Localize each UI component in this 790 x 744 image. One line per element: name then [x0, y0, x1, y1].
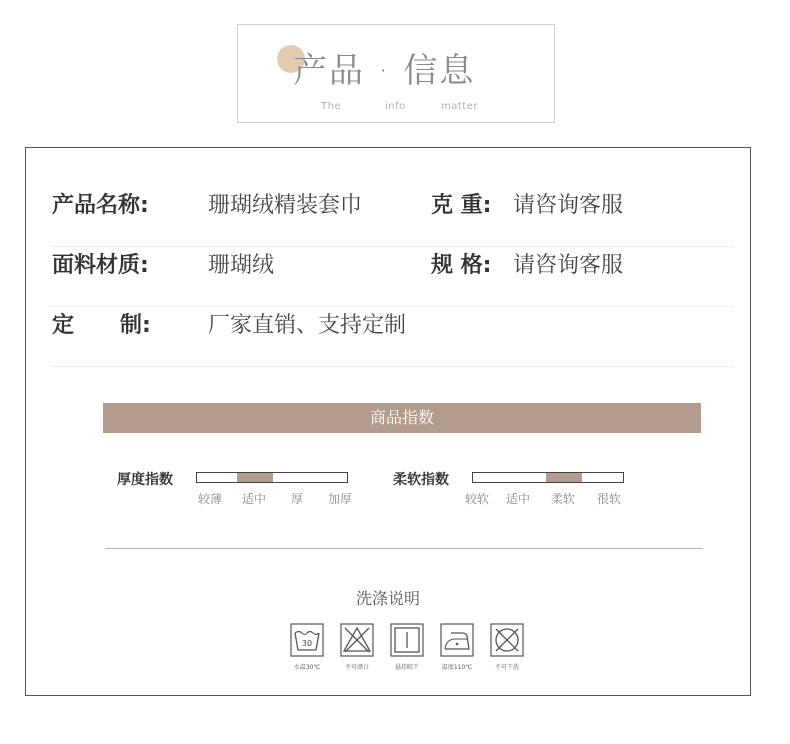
spec-row — [52, 188, 734, 247]
softness-tick: 柔软 — [551, 492, 576, 506]
section-divider — [105, 548, 703, 549]
spec-label-size: 规 格: — [431, 253, 492, 278]
hang-dry-caption: 悬挂晾干 — [394, 664, 419, 671]
thickness-index-label: 厚度指数 — [117, 472, 173, 488]
softness-scale-fill — [546, 473, 582, 482]
spec-value-size: 请咨询客服 — [513, 253, 624, 278]
softness-tick: 较软 — [465, 492, 490, 506]
hang-dry-icon — [390, 623, 424, 673]
section-header — [237, 24, 555, 123]
wash-30-icon — [290, 623, 324, 673]
no-bleach-icon — [340, 623, 374, 673]
spec-label-material: 面料材质: — [52, 253, 149, 278]
spec-row — [52, 248, 734, 307]
spec-row — [52, 308, 734, 367]
softness-tick: 适中 — [506, 492, 531, 506]
spec-label-name: 产品名称: — [52, 193, 149, 218]
svg-text:30: 30 — [301, 639, 313, 648]
thickness-tick: 适中 — [242, 492, 267, 506]
thickness-scale-fill — [237, 473, 273, 482]
spec-value-custom: 厂家直销、支持定制 — [208, 313, 407, 338]
no-dry-clean-icon — [490, 623, 524, 673]
no-bleach-caption: 不可漂白 — [344, 664, 369, 671]
wash-30-caption: 水温30℃ — [293, 664, 321, 671]
header-subtitle-matter: matter — [441, 101, 478, 112]
thickness-tick: 较薄 — [198, 492, 223, 506]
header-title: 产品 · 信息 — [293, 51, 476, 91]
header-subtitle-info: info — [385, 101, 406, 112]
no-dry-clean-caption: 不可干洗 — [494, 664, 519, 671]
thickness-scale — [196, 472, 348, 483]
spec-value-name: 珊瑚绒精装套巾 — [208, 193, 363, 218]
softness-scale — [472, 472, 624, 483]
spec-value-material: 珊瑚绒 — [208, 253, 275, 278]
spec-label-custom: 定 制: — [52, 313, 151, 338]
spec-label-weight: 克 重: — [431, 193, 492, 218]
wash-instructions-title: 洗涤说明 — [355, 589, 420, 608]
iron-110-icon — [440, 623, 474, 673]
softness-index-label: 柔软指数 — [393, 472, 449, 488]
header-subtitle-the: The — [321, 101, 342, 112]
index-section-title: 商品指数 — [103, 403, 701, 433]
thickness-tick: 加厚 — [328, 492, 353, 506]
thickness-tick: 厚 — [291, 492, 304, 506]
iron-110-caption: 温度110℃ — [441, 664, 473, 671]
product-info-panel — [25, 147, 751, 696]
softness-tick: 很软 — [597, 492, 622, 506]
spec-value-weight: 请咨询客服 — [513, 193, 624, 218]
